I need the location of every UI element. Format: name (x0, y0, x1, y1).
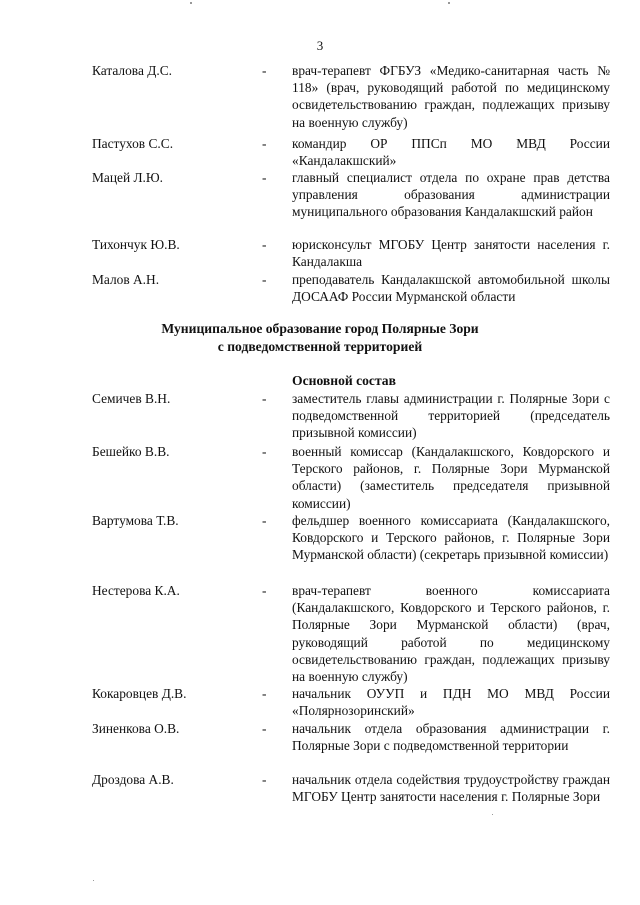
member-dash: - (262, 721, 267, 736)
member-role: преподаватель Кандалакшской автомобильной школы ДОСААФ России Мурманской области (292, 272, 610, 305)
member-role: военный комиссар (Кандалакшского, Ковдорского и Терского районов, г. Полярные Зори Мурманской области) (заместитель председателя призывной комиссии) (292, 444, 610, 511)
member-name: Пастухов С.С. (92, 136, 174, 151)
member-dash: - (262, 237, 267, 252)
member-role: начальник ОУУП и ПДН МО МВД России «Полярнозоринский» (292, 686, 610, 719)
member-role: юрисконсульт МГОБУ Центр занятости населения г. Кандалакша (292, 237, 610, 270)
scan-speck (492, 814, 493, 815)
member-dash: - (262, 513, 267, 528)
member-role: начальник отдела содействия трудоустройству граждан МГОБУ Центр занятости населения г. Полярные Зори (292, 772, 610, 805)
member-name: Дроздова А.В. (92, 772, 174, 787)
member-dash: - (262, 63, 267, 78)
scan-speck (448, 2, 450, 4)
section-title-line: Муниципальное образование город Полярные Зори (161, 321, 479, 336)
member-dash: - (262, 272, 267, 287)
member-name: Мацей Л.Ю. (92, 170, 164, 185)
member-name: Кокаровцев Д.В. (92, 686, 187, 701)
member-name: Каталова Д.С. (92, 63, 173, 78)
member-role: фельдшер военного комиссариата (Кандалакшского, Ковдорского и Терского районов, г. Полярные Зори Мурманской области) (секретарь призывной комиссии) (292, 513, 610, 563)
member-role: главный специалист отдела по охране прав детства управления образования администрации муниципального образования Кандалакшский район (292, 170, 610, 220)
member-role: заместитель главы администрации г. Полярные Зори с подведомственной территорией (председатель призывной комиссии) (292, 391, 610, 441)
page-number: 3 (316, 38, 324, 53)
section-title (0, 320, 640, 356)
member-name: Бешейко В.В. (92, 444, 170, 459)
member-dash: - (262, 444, 267, 459)
section-title-line: с подведомственной территорией (217, 339, 423, 354)
member-dash: - (262, 136, 267, 151)
scan-speck (190, 2, 192, 4)
member-name: Зиненкова О.В. (92, 721, 180, 736)
member-role: врач-терапевт ФГБУЗ «Медико-санитарная часть № 118» (врач, руководящий работой по медицинскому освидетельствованию граждан, подлежащих призыву на военную службу) (292, 63, 610, 130)
member-name: Тихончук Ю.В. (92, 237, 180, 252)
member-dash: - (262, 170, 267, 185)
member-dash: - (262, 391, 267, 406)
member-role: начальник отдела образования администрации г. Полярные Зори с подведомственной территории (292, 721, 610, 754)
member-dash: - (262, 772, 267, 787)
member-name: Малов А.Н. (92, 272, 160, 287)
member-name: Нестерова К.А. (92, 583, 180, 598)
member-role: командир ОР ППСп МО МВД России «Кандалакшский» (292, 136, 610, 169)
member-name: Семичев В.Н. (92, 391, 171, 406)
member-dash: - (262, 583, 267, 598)
member-name: Вартумова Т.В. (92, 513, 179, 528)
subsection-title: Основной состав (292, 373, 396, 388)
member-dash: - (262, 686, 267, 701)
member-role: врач-терапевт военного комиссариата (Кандалакшского, Ковдорского и Терского районов, г. Полярные Зори Мурманской области) (врач, руководящий работой по медицинскому освидетельствованию граждан, подлежащих призыву на военную службу) (292, 583, 610, 685)
scan-speck (93, 880, 94, 881)
